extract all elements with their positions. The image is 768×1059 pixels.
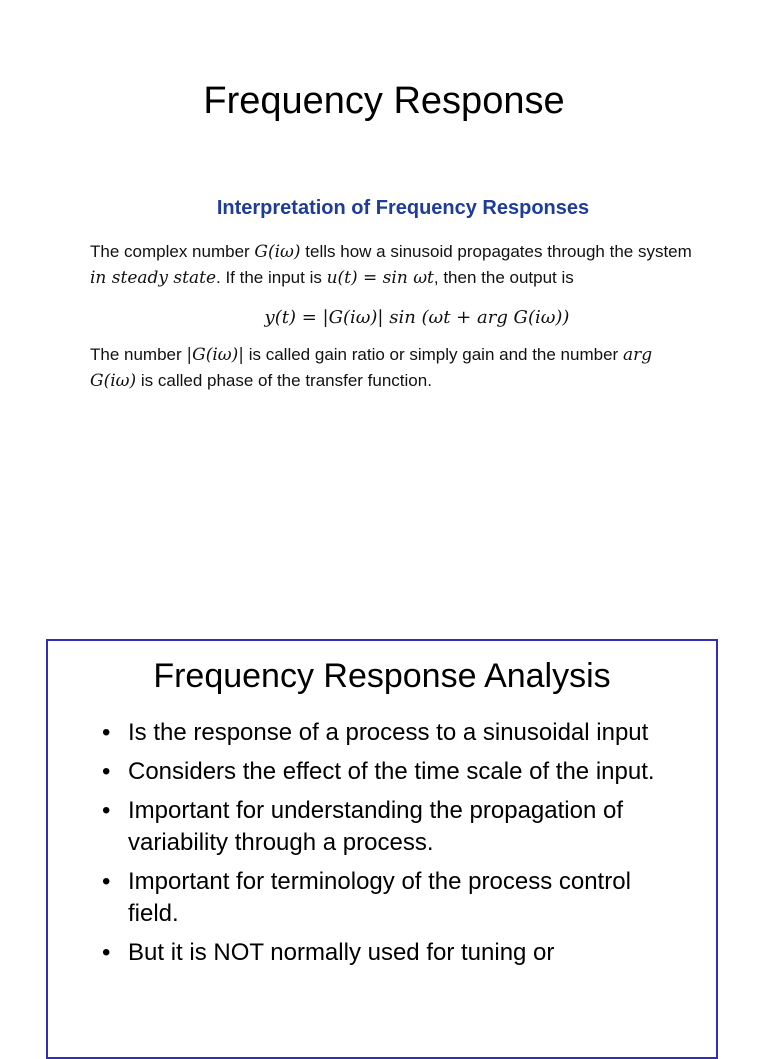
para1-text-1: The complex number xyxy=(90,242,255,261)
bullet-text: Important for terminology of the process control field. xyxy=(128,868,631,927)
bullet-text: Important for understanding the propagation of variability through a process. xyxy=(128,797,623,856)
para1-text-3: . If the input is xyxy=(216,268,327,287)
para1-math-2: in steady state xyxy=(90,268,217,288)
bullet-dot-icon: • xyxy=(102,939,111,966)
analysis-panel xyxy=(46,639,718,1059)
para2-text-2: is called gain ratio or simply gain and the number xyxy=(244,345,623,364)
para2-text-1: The number xyxy=(90,345,187,364)
para1-math-1: G(iω) xyxy=(254,242,301,262)
panel-title: Frequency Response Analysis xyxy=(153,657,611,695)
slide-title: Frequency Response xyxy=(203,80,565,122)
bullet-list xyxy=(48,717,716,969)
bullet-item xyxy=(48,717,716,749)
bullet-text: Is the response of a process to a sinusoidal input xyxy=(128,719,649,746)
bullet-dot-icon: • xyxy=(102,719,111,746)
bullet-dot-icon: • xyxy=(102,758,111,785)
bullet-text: Considers the effect of the time scale of the input. xyxy=(128,758,655,785)
para1-math-3: u(t) = sin ωt xyxy=(326,268,434,288)
bullet-dot-icon: • xyxy=(102,868,111,895)
para1-text-4: , then the output is xyxy=(433,268,574,287)
bullet-text: But it is NOT normally used for tuning or xyxy=(128,939,555,966)
para1-text-2: tells how a sinusoid propagates through the system xyxy=(300,242,692,261)
para2-math-2: arg G(iω) xyxy=(90,345,653,391)
bullet-item xyxy=(48,795,716,859)
embedded-figure xyxy=(90,196,700,394)
para2-math-1: |G(iω)| xyxy=(186,345,244,365)
figure-paragraph-2 xyxy=(90,342,700,394)
figure-paragraph-1 xyxy=(90,239,700,291)
figure-heading: Interpretation of Frequency Responses xyxy=(216,197,590,219)
bullet-item xyxy=(48,866,716,930)
bullet-dot-icon: • xyxy=(102,797,111,824)
bullet-item xyxy=(48,756,716,788)
para2-text-3: is called phase of the transfer function. xyxy=(136,371,432,390)
bullet-item xyxy=(48,937,716,969)
output-equation: y(t) = |G(iω)| sin (ωt + arg G(iω)) xyxy=(264,307,570,328)
